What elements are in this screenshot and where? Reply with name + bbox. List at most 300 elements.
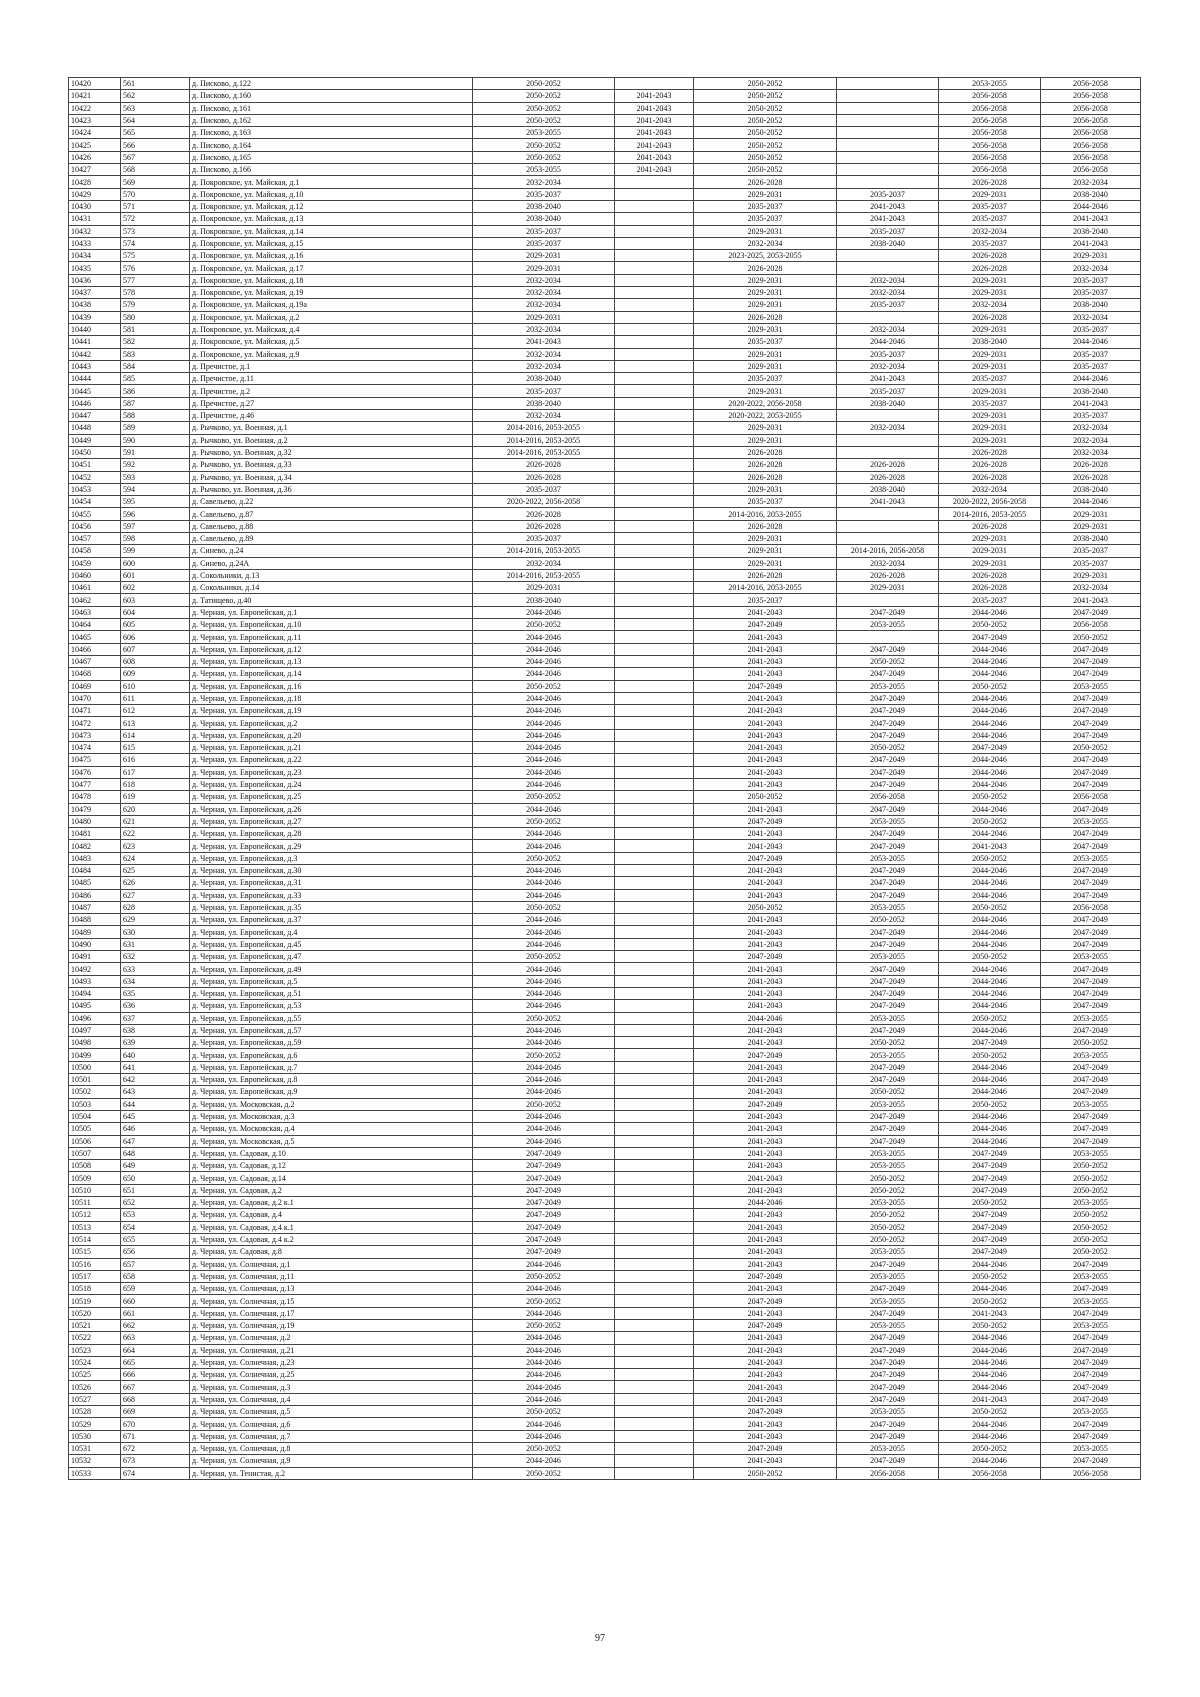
period-cell-6: 2038-2040 bbox=[1041, 483, 1141, 495]
item-number-cell: 657 bbox=[121, 1258, 190, 1270]
table-row bbox=[69, 754, 1141, 766]
table-row bbox=[69, 655, 1141, 667]
period-cell-1: 2050-2052 bbox=[473, 90, 615, 102]
period-cell-2 bbox=[615, 532, 694, 544]
period-cell-3: 2044-2046 bbox=[694, 1197, 837, 1209]
period-cell-6: 2035-2037 bbox=[1041, 323, 1141, 335]
item-number-cell: 613 bbox=[121, 717, 190, 729]
period-cell-5: 2026-2028 bbox=[939, 569, 1041, 581]
period-cell-6: 2056-2058 bbox=[1041, 139, 1141, 151]
period-cell-2 bbox=[615, 569, 694, 581]
table-row bbox=[69, 1037, 1141, 1049]
period-cell-5: 2050-2052 bbox=[939, 1098, 1041, 1110]
period-cell-2 bbox=[615, 828, 694, 840]
period-cell-2 bbox=[615, 1295, 694, 1307]
period-cell-6: 2056-2058 bbox=[1041, 164, 1141, 176]
period-cell-2 bbox=[615, 360, 694, 372]
period-cell-5: 2035-2037 bbox=[939, 373, 1041, 385]
item-number-cell: 658 bbox=[121, 1270, 190, 1282]
row-number-cell: 10427 bbox=[69, 164, 121, 176]
item-number-cell: 583 bbox=[121, 348, 190, 360]
period-cell-4: 2035-2037 bbox=[837, 385, 939, 397]
period-cell-3: 2041-2043 bbox=[694, 1123, 837, 1135]
item-number-cell: 627 bbox=[121, 889, 190, 901]
period-cell-3: 2050-2052 bbox=[694, 114, 837, 126]
period-cell-5: 2044-2046 bbox=[939, 1455, 1041, 1467]
row-number-cell: 10468 bbox=[69, 668, 121, 680]
table-row bbox=[69, 1393, 1141, 1405]
period-cell-1: 2020-2022, 2056-2058 bbox=[473, 496, 615, 508]
table-row bbox=[69, 1110, 1141, 1122]
period-cell-3: 2041-2043 bbox=[694, 1061, 837, 1073]
address-cell: д. Черная, ул. Садовая, д.12 bbox=[190, 1160, 473, 1172]
period-cell-4: 2047-2049 bbox=[837, 1135, 939, 1147]
period-cell-5: 2044-2046 bbox=[939, 889, 1041, 901]
period-cell-6: 2047-2049 bbox=[1041, 1061, 1141, 1073]
address-cell: д. Покровское, ул. Майская, д.15 bbox=[190, 237, 473, 249]
item-number-cell: 663 bbox=[121, 1332, 190, 1344]
period-cell-5: 2050-2052 bbox=[939, 1406, 1041, 1418]
period-cell-1: 2044-2046 bbox=[473, 1024, 615, 1036]
period-cell-6: 2047-2049 bbox=[1041, 606, 1141, 618]
period-cell-1: 2047-2049 bbox=[473, 1184, 615, 1196]
item-number-cell: 563 bbox=[121, 102, 190, 114]
address-cell: д. Черная, ул. Европейская, д.37 bbox=[190, 914, 473, 926]
address-cell: д. Черная, ул. Европейская, д.59 bbox=[190, 1037, 473, 1049]
period-cell-5: 2044-2046 bbox=[939, 754, 1041, 766]
table-row bbox=[69, 151, 1141, 163]
address-cell: д. Черная, ул. Европейская, д.53 bbox=[190, 1000, 473, 1012]
period-cell-6: 2038-2040 bbox=[1041, 225, 1141, 237]
period-cell-4: 2047-2049 bbox=[837, 1430, 939, 1442]
period-cell-6: 2053-2055 bbox=[1041, 1147, 1141, 1159]
table-row bbox=[69, 1332, 1141, 1344]
period-cell-1: 2014-2016, 2053-2055 bbox=[473, 434, 615, 446]
table-row bbox=[69, 1024, 1141, 1036]
address-cell: д. Черная, ул. Московская, д.2 bbox=[190, 1098, 473, 1110]
period-cell-6: 2056-2058 bbox=[1041, 127, 1141, 139]
row-number-cell: 10458 bbox=[69, 545, 121, 557]
period-cell-1: 2014-2016, 2053-2055 bbox=[473, 446, 615, 458]
table-row bbox=[69, 385, 1141, 397]
period-cell-4 bbox=[837, 90, 939, 102]
item-number-cell: 579 bbox=[121, 299, 190, 311]
period-cell-5: 2026-2028 bbox=[939, 471, 1041, 483]
item-number-cell: 614 bbox=[121, 729, 190, 741]
table-row bbox=[69, 471, 1141, 483]
item-number-cell: 564 bbox=[121, 114, 190, 126]
period-cell-1: 2032-2034 bbox=[473, 348, 615, 360]
period-cell-1: 2044-2046 bbox=[473, 1356, 615, 1368]
row-number-cell: 10530 bbox=[69, 1430, 121, 1442]
table-row bbox=[69, 729, 1141, 741]
address-cell: д. Черная, ул. Солнечная, д.3 bbox=[190, 1381, 473, 1393]
period-cell-2 bbox=[615, 1381, 694, 1393]
period-cell-6: 2050-2052 bbox=[1041, 1221, 1141, 1233]
period-cell-3: 2041-2043 bbox=[694, 1147, 837, 1159]
address-cell: д. Покровское, ул. Майская, д.17 bbox=[190, 262, 473, 274]
period-cell-3: 2029-2031 bbox=[694, 360, 837, 372]
item-number-cell: 670 bbox=[121, 1418, 190, 1430]
period-cell-4: 2053-2055 bbox=[837, 951, 939, 963]
period-cell-6: 2056-2058 bbox=[1041, 151, 1141, 163]
period-cell-6: 2047-2049 bbox=[1041, 1110, 1141, 1122]
item-number-cell: 622 bbox=[121, 828, 190, 840]
period-cell-6: 2041-2043 bbox=[1041, 397, 1141, 409]
table-row bbox=[69, 1406, 1141, 1418]
period-cell-1: 2038-2040 bbox=[473, 594, 615, 606]
item-number-cell: 567 bbox=[121, 151, 190, 163]
period-cell-6: 2047-2049 bbox=[1041, 705, 1141, 717]
period-cell-3: 2047-2049 bbox=[694, 815, 837, 827]
period-cell-6: 2035-2037 bbox=[1041, 287, 1141, 299]
period-cell-3: 2026-2028 bbox=[694, 446, 837, 458]
table-row bbox=[69, 200, 1141, 212]
period-cell-1: 2044-2046 bbox=[473, 828, 615, 840]
address-cell: д. Черная, ул. Европейская, д.1 bbox=[190, 606, 473, 618]
period-cell-4: 2047-2049 bbox=[837, 865, 939, 877]
period-cell-5: 2056-2058 bbox=[939, 127, 1041, 139]
period-cell-2 bbox=[615, 1319, 694, 1331]
period-cell-3: 2026-2028 bbox=[694, 262, 837, 274]
period-cell-2 bbox=[615, 287, 694, 299]
period-cell-1: 2044-2046 bbox=[473, 889, 615, 901]
period-cell-2 bbox=[615, 397, 694, 409]
period-cell-3: 2041-2043 bbox=[694, 1369, 837, 1381]
period-cell-4 bbox=[837, 102, 939, 114]
period-cell-5: 2044-2046 bbox=[939, 1381, 1041, 1393]
table-row bbox=[69, 1233, 1141, 1245]
item-number-cell: 625 bbox=[121, 865, 190, 877]
period-cell-6: 2056-2058 bbox=[1041, 78, 1141, 90]
period-cell-3: 2029-2031 bbox=[694, 287, 837, 299]
period-cell-3: 2026-2028 bbox=[694, 569, 837, 581]
period-cell-5: 2050-2052 bbox=[939, 1012, 1041, 1024]
row-number-cell: 10454 bbox=[69, 496, 121, 508]
period-cell-5: 2044-2046 bbox=[939, 606, 1041, 618]
address-cell: д. Покровское, ул. Майская, д.2 bbox=[190, 311, 473, 323]
table-row bbox=[69, 1135, 1141, 1147]
row-number-cell: 10476 bbox=[69, 766, 121, 778]
address-cell: д. Писково, д.164 bbox=[190, 139, 473, 151]
table-row bbox=[69, 963, 1141, 975]
period-cell-4: 2047-2049 bbox=[837, 1000, 939, 1012]
period-cell-1: 2044-2046 bbox=[473, 729, 615, 741]
item-number-cell: 642 bbox=[121, 1074, 190, 1086]
item-number-cell: 561 bbox=[121, 78, 190, 90]
address-cell: д. Синево, д.24А bbox=[190, 557, 473, 569]
table-row bbox=[69, 188, 1141, 200]
period-cell-1: 2044-2046 bbox=[473, 987, 615, 999]
row-number-cell: 10521 bbox=[69, 1319, 121, 1331]
period-cell-6: 2047-2049 bbox=[1041, 1074, 1141, 1086]
period-cell-5: 2050-2052 bbox=[939, 951, 1041, 963]
item-number-cell: 669 bbox=[121, 1406, 190, 1418]
period-cell-1: 2014-2016, 2053-2055 bbox=[473, 545, 615, 557]
schedule-table bbox=[68, 77, 1141, 1480]
period-cell-5: 2050-2052 bbox=[939, 852, 1041, 864]
item-number-cell: 588 bbox=[121, 410, 190, 422]
period-cell-2 bbox=[615, 1246, 694, 1258]
period-cell-6: 2047-2049 bbox=[1041, 975, 1141, 987]
row-number-cell: 10492 bbox=[69, 963, 121, 975]
row-number-cell: 10522 bbox=[69, 1332, 121, 1344]
period-cell-6: 2032-2034 bbox=[1041, 446, 1141, 458]
period-cell-3: 2041-2043 bbox=[694, 766, 837, 778]
period-cell-1: 2035-2037 bbox=[473, 188, 615, 200]
period-cell-4: 2047-2049 bbox=[837, 1283, 939, 1295]
table-row bbox=[69, 1430, 1141, 1442]
period-cell-5: 2044-2046 bbox=[939, 1074, 1041, 1086]
row-number-cell: 10486 bbox=[69, 889, 121, 901]
period-cell-4 bbox=[837, 520, 939, 532]
period-cell-4 bbox=[837, 262, 939, 274]
table-row bbox=[69, 114, 1141, 126]
period-cell-4: 2053-2055 bbox=[837, 1160, 939, 1172]
period-cell-4: 2029-2031 bbox=[837, 582, 939, 594]
address-cell: д. Савельево, д.22 bbox=[190, 496, 473, 508]
period-cell-4: 2041-2043 bbox=[837, 496, 939, 508]
period-cell-5: 2044-2046 bbox=[939, 1430, 1041, 1442]
item-number-cell: 595 bbox=[121, 496, 190, 508]
period-cell-1: 2044-2046 bbox=[473, 754, 615, 766]
period-cell-4: 2047-2049 bbox=[837, 926, 939, 938]
row-number-cell: 10470 bbox=[69, 692, 121, 704]
table-row bbox=[69, 1049, 1141, 1061]
period-cell-2 bbox=[615, 865, 694, 877]
item-number-cell: 616 bbox=[121, 754, 190, 766]
period-cell-2 bbox=[615, 852, 694, 864]
item-number-cell: 574 bbox=[121, 237, 190, 249]
period-cell-6: 2026-2028 bbox=[1041, 471, 1141, 483]
period-cell-2 bbox=[615, 655, 694, 667]
period-cell-2 bbox=[615, 250, 694, 262]
table-row bbox=[69, 1467, 1141, 1479]
period-cell-5: 2044-2046 bbox=[939, 1356, 1041, 1368]
period-cell-3: 2050-2052 bbox=[694, 102, 837, 114]
period-cell-3: 2041-2043 bbox=[694, 1233, 837, 1245]
row-number-cell: 10469 bbox=[69, 680, 121, 692]
period-cell-3: 2032-2034 bbox=[694, 237, 837, 249]
period-cell-1: 2044-2046 bbox=[473, 975, 615, 987]
period-cell-3: 2041-2043 bbox=[694, 938, 837, 950]
row-number-cell: 10441 bbox=[69, 336, 121, 348]
row-number-cell: 10434 bbox=[69, 250, 121, 262]
period-cell-2 bbox=[615, 1221, 694, 1233]
period-cell-2 bbox=[615, 471, 694, 483]
period-cell-5: 2056-2058 bbox=[939, 102, 1041, 114]
period-cell-6: 2035-2037 bbox=[1041, 274, 1141, 286]
address-cell: д. Рычково, ул. Военная, д.36 bbox=[190, 483, 473, 495]
period-cell-6: 2050-2052 bbox=[1041, 742, 1141, 754]
period-cell-6: 2056-2058 bbox=[1041, 90, 1141, 102]
period-cell-5: 2044-2046 bbox=[939, 914, 1041, 926]
period-cell-2 bbox=[615, 508, 694, 520]
item-number-cell: 628 bbox=[121, 901, 190, 913]
period-cell-3: 2041-2043 bbox=[694, 1332, 837, 1344]
address-cell: д. Черная, ул. Солнечная, д.19 bbox=[190, 1319, 473, 1331]
period-cell-5: 2041-2043 bbox=[939, 1307, 1041, 1319]
period-cell-2: 2041-2043 bbox=[615, 151, 694, 163]
period-cell-2 bbox=[615, 1098, 694, 1110]
period-cell-3: 2041-2043 bbox=[694, 987, 837, 999]
table-row bbox=[69, 434, 1141, 446]
period-cell-3: 2041-2043 bbox=[694, 1110, 837, 1122]
item-number-cell: 610 bbox=[121, 680, 190, 692]
period-cell-2 bbox=[615, 483, 694, 495]
period-cell-6: 2053-2055 bbox=[1041, 1295, 1141, 1307]
row-number-cell: 10481 bbox=[69, 828, 121, 840]
item-number-cell: 668 bbox=[121, 1393, 190, 1405]
period-cell-6: 2032-2034 bbox=[1041, 582, 1141, 594]
period-cell-4 bbox=[837, 250, 939, 262]
period-cell-1: 2044-2046 bbox=[473, 631, 615, 643]
table-row bbox=[69, 1319, 1141, 1331]
period-cell-3: 2035-2037 bbox=[694, 373, 837, 385]
row-number-cell: 10532 bbox=[69, 1455, 121, 1467]
period-cell-4 bbox=[837, 446, 939, 458]
period-cell-2 bbox=[615, 582, 694, 594]
address-cell: д. Черная, ул. Европейская, д.12 bbox=[190, 643, 473, 655]
period-cell-5: 2026-2028 bbox=[939, 176, 1041, 188]
item-number-cell: 597 bbox=[121, 520, 190, 532]
table-row bbox=[69, 557, 1141, 569]
period-cell-1: 2050-2052 bbox=[473, 619, 615, 631]
period-cell-3: 2041-2043 bbox=[694, 1430, 837, 1442]
period-cell-4: 2053-2055 bbox=[837, 1246, 939, 1258]
period-cell-5: 2050-2052 bbox=[939, 791, 1041, 803]
table-row bbox=[69, 1381, 1141, 1393]
table-row bbox=[69, 397, 1141, 409]
row-number-cell: 10440 bbox=[69, 323, 121, 335]
period-cell-6: 2047-2049 bbox=[1041, 938, 1141, 950]
period-cell-6: 2047-2049 bbox=[1041, 963, 1141, 975]
period-cell-4: 2047-2049 bbox=[837, 975, 939, 987]
period-cell-2 bbox=[615, 1258, 694, 1270]
row-number-cell: 10519 bbox=[69, 1295, 121, 1307]
address-cell: д. Писково, д.160 bbox=[190, 90, 473, 102]
address-cell: д. Пречистое, д.1 bbox=[190, 360, 473, 372]
period-cell-2 bbox=[615, 200, 694, 212]
period-cell-6: 2047-2049 bbox=[1041, 840, 1141, 852]
item-number-cell: 565 bbox=[121, 127, 190, 139]
period-cell-4: 2047-2049 bbox=[837, 1418, 939, 1430]
table-row bbox=[69, 987, 1141, 999]
period-cell-1: 2044-2046 bbox=[473, 914, 615, 926]
period-cell-1: 2044-2046 bbox=[473, 1381, 615, 1393]
period-cell-5: 2035-2037 bbox=[939, 237, 1041, 249]
period-cell-6: 2047-2049 bbox=[1041, 987, 1141, 999]
period-cell-4: 2047-2049 bbox=[837, 963, 939, 975]
period-cell-1: 2032-2034 bbox=[473, 287, 615, 299]
period-cell-6: 2047-2049 bbox=[1041, 1418, 1141, 1430]
table-row bbox=[69, 545, 1141, 557]
table-row bbox=[69, 496, 1141, 508]
period-cell-1: 2044-2046 bbox=[473, 606, 615, 618]
period-cell-2 bbox=[615, 1418, 694, 1430]
item-number-cell: 666 bbox=[121, 1369, 190, 1381]
item-number-cell: 594 bbox=[121, 483, 190, 495]
period-cell-2 bbox=[615, 668, 694, 680]
row-number-cell: 10500 bbox=[69, 1061, 121, 1073]
period-cell-6: 2047-2049 bbox=[1041, 914, 1141, 926]
period-cell-6: 2041-2043 bbox=[1041, 594, 1141, 606]
row-number-cell: 10473 bbox=[69, 729, 121, 741]
item-number-cell: 644 bbox=[121, 1098, 190, 1110]
period-cell-1: 2050-2052 bbox=[473, 1049, 615, 1061]
row-number-cell: 10422 bbox=[69, 102, 121, 114]
row-number-cell: 10452 bbox=[69, 471, 121, 483]
table-row bbox=[69, 1369, 1141, 1381]
row-number-cell: 10505 bbox=[69, 1123, 121, 1135]
table-row bbox=[69, 1356, 1141, 1368]
period-cell-4: 2035-2037 bbox=[837, 348, 939, 360]
row-number-cell: 10479 bbox=[69, 803, 121, 815]
period-cell-1: 2035-2037 bbox=[473, 385, 615, 397]
row-number-cell: 10438 bbox=[69, 299, 121, 311]
address-cell: д. Черная, ул. Московская, д.3 bbox=[190, 1110, 473, 1122]
period-cell-6: 2053-2055 bbox=[1041, 1270, 1141, 1282]
period-cell-4: 2050-2052 bbox=[837, 1086, 939, 1098]
period-cell-2: 2041-2043 bbox=[615, 102, 694, 114]
item-number-cell: 645 bbox=[121, 1110, 190, 1122]
period-cell-2 bbox=[615, 680, 694, 692]
period-cell-6: 2047-2049 bbox=[1041, 1430, 1141, 1442]
row-number-cell: 10424 bbox=[69, 127, 121, 139]
row-number-cell: 10514 bbox=[69, 1233, 121, 1245]
address-cell: д. Черная, ул. Солнечная, д.11 bbox=[190, 1270, 473, 1282]
address-cell: д. Покровское, ул. Майская, д.18 bbox=[190, 274, 473, 286]
period-cell-5: 2047-2049 bbox=[939, 742, 1041, 754]
period-cell-4: 2047-2049 bbox=[837, 987, 939, 999]
period-cell-3: 2041-2043 bbox=[694, 1246, 837, 1258]
row-number-cell: 10447 bbox=[69, 410, 121, 422]
row-number-cell: 10490 bbox=[69, 938, 121, 950]
address-cell: д. Черная, ул. Солнечная, д.23 bbox=[190, 1356, 473, 1368]
period-cell-6: 2038-2040 bbox=[1041, 532, 1141, 544]
period-cell-1: 2035-2037 bbox=[473, 237, 615, 249]
item-number-cell: 589 bbox=[121, 422, 190, 434]
address-cell: д. Черная, ул. Солнечная, д.2 bbox=[190, 1332, 473, 1344]
period-cell-2 bbox=[615, 1393, 694, 1405]
address-cell: д. Черная, ул. Европейская, д.5 bbox=[190, 975, 473, 987]
period-cell-3: 2035-2037 bbox=[694, 336, 837, 348]
item-number-cell: 621 bbox=[121, 815, 190, 827]
address-cell: д. Черная, ул. Европейская, д.45 bbox=[190, 938, 473, 950]
period-cell-4: 2047-2049 bbox=[837, 1356, 939, 1368]
period-cell-6: 2035-2037 bbox=[1041, 348, 1141, 360]
item-number-cell: 572 bbox=[121, 213, 190, 225]
row-number-cell: 10477 bbox=[69, 778, 121, 790]
address-cell: д. Черная, ул. Садовая, д.10 bbox=[190, 1147, 473, 1159]
period-cell-2 bbox=[615, 557, 694, 569]
period-cell-2 bbox=[615, 1332, 694, 1344]
period-cell-1: 2044-2046 bbox=[473, 963, 615, 975]
row-number-cell: 10464 bbox=[69, 619, 121, 631]
period-cell-3: 2029-2031 bbox=[694, 545, 837, 557]
item-number-cell: 578 bbox=[121, 287, 190, 299]
item-number-cell: 672 bbox=[121, 1442, 190, 1454]
address-cell: д. Черная, ул. Солнечная, д.5 bbox=[190, 1406, 473, 1418]
period-cell-5: 2044-2046 bbox=[939, 1024, 1041, 1036]
period-cell-4: 2038-2040 bbox=[837, 483, 939, 495]
period-cell-6: 2050-2052 bbox=[1041, 1037, 1141, 1049]
period-cell-5: 2035-2037 bbox=[939, 200, 1041, 212]
row-number-cell: 10533 bbox=[69, 1467, 121, 1479]
period-cell-5: 2056-2058 bbox=[939, 151, 1041, 163]
period-cell-4: 2047-2049 bbox=[837, 705, 939, 717]
period-cell-5: 2044-2046 bbox=[939, 877, 1041, 889]
